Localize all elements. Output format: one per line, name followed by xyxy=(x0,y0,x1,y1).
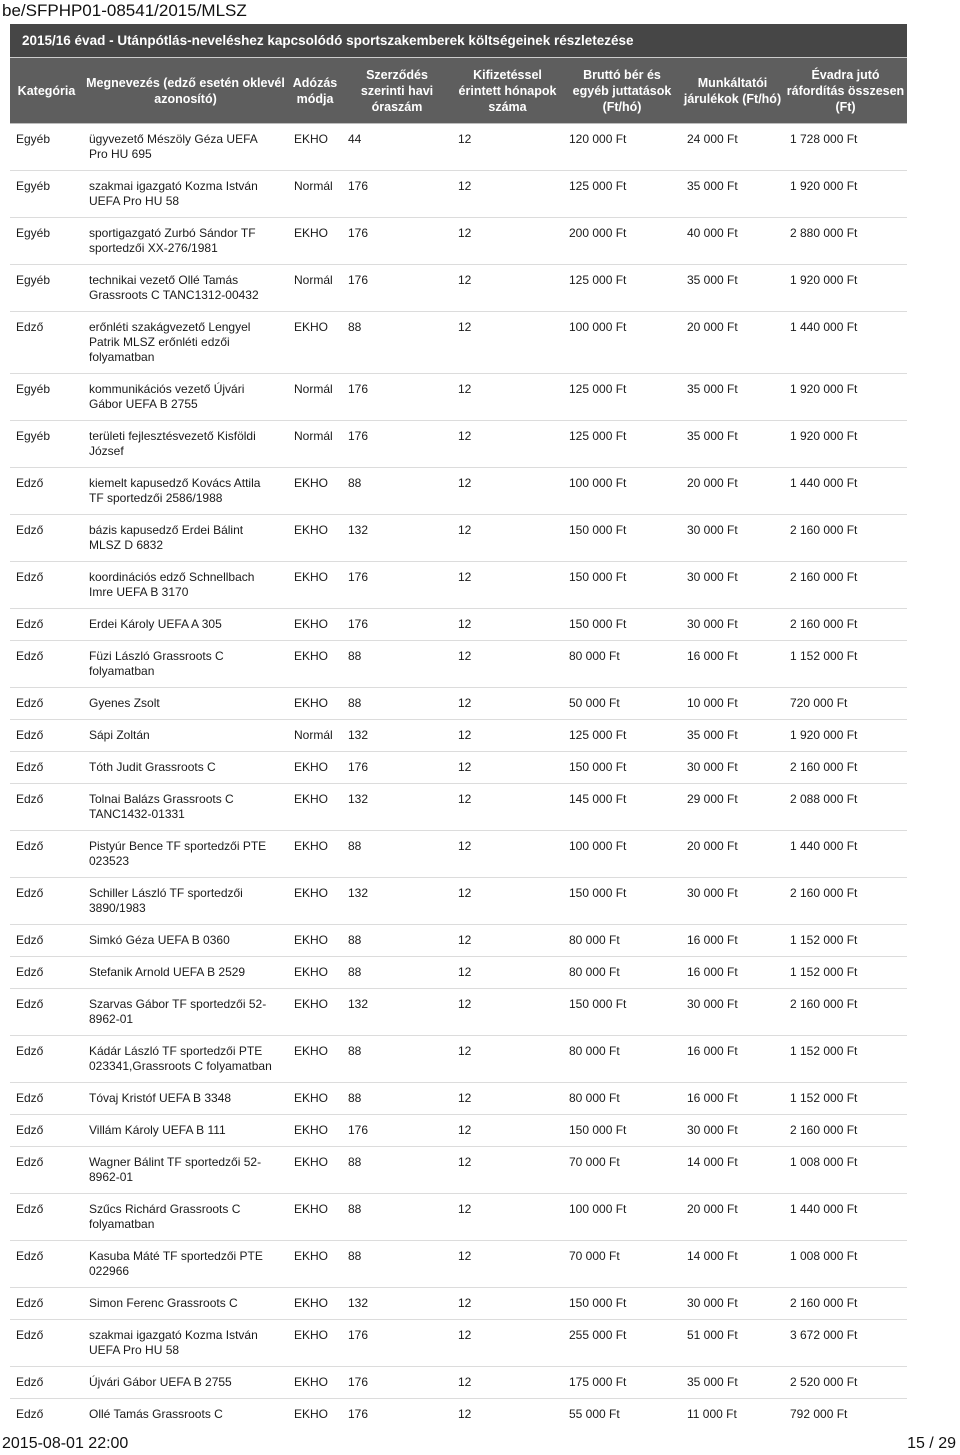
months-cell: 12 xyxy=(452,957,563,989)
category-cell: Egyéb xyxy=(10,124,83,171)
col-header-season-total: Évadra jutó ráfordítás összesen (Ft) xyxy=(784,58,907,124)
tax-mode-cell: EKHO xyxy=(288,1288,342,1320)
months-cell: 12 xyxy=(452,878,563,925)
total-cell: 1 152 000 Ft xyxy=(784,957,907,989)
months-cell: 12 xyxy=(452,171,563,218)
months-cell: 12 xyxy=(452,1036,563,1083)
contrib-cell: 35 000 Ft xyxy=(681,265,784,312)
col-header-monthly-hours: Szerződés szerinti havi óraszám xyxy=(342,58,452,124)
category-cell: Edző xyxy=(10,1036,83,1083)
tax-mode-cell: EKHO xyxy=(288,1115,342,1147)
col-header-months: Kifizetéssel érintett hónapok száma xyxy=(452,58,563,124)
category-cell: Edző xyxy=(10,641,83,688)
name-cell: Füzi László Grassroots C folyamatban xyxy=(83,641,288,688)
table-row xyxy=(10,515,907,562)
table-row xyxy=(10,957,907,989)
total-cell: 1 152 000 Ft xyxy=(784,641,907,688)
table-row xyxy=(10,468,907,515)
contrib-cell: 30 000 Ft xyxy=(681,989,784,1036)
table-row xyxy=(10,1194,907,1241)
category-cell: Edző xyxy=(10,1288,83,1320)
table-row xyxy=(10,752,907,784)
total-cell: 1 728 000 Ft xyxy=(784,124,907,171)
table-row xyxy=(10,1367,907,1399)
tax-mode-cell: EKHO xyxy=(288,515,342,562)
months-cell: 12 xyxy=(452,312,563,374)
table-body xyxy=(10,124,907,1428)
category-cell: Egyéb xyxy=(10,265,83,312)
gross-wage-cell: 125 000 Ft xyxy=(563,421,681,468)
contrib-cell: 16 000 Ft xyxy=(681,925,784,957)
name-cell: Simkó Géza UEFA B 0360 xyxy=(83,925,288,957)
gross-wage-cell: 80 000 Ft xyxy=(563,641,681,688)
table-row xyxy=(10,218,907,265)
tax-mode-cell: EKHO xyxy=(288,1036,342,1083)
category-cell: Egyéb xyxy=(10,171,83,218)
table-row xyxy=(10,925,907,957)
gross-wage-cell: 150 000 Ft xyxy=(563,562,681,609)
tax-mode-cell: Normál xyxy=(288,374,342,421)
col-header-tax-mode: Adózás módja xyxy=(288,58,342,124)
months-cell: 12 xyxy=(452,1399,563,1428)
category-cell: Edző xyxy=(10,989,83,1036)
col-header-category: Kategória xyxy=(10,58,83,124)
gross-wage-cell: 70 000 Ft xyxy=(563,1147,681,1194)
category-cell: Edző xyxy=(10,831,83,878)
name-cell: Ollé Tamás Grassroots C xyxy=(83,1399,288,1428)
months-cell: 12 xyxy=(452,468,563,515)
category-cell: Edző xyxy=(10,957,83,989)
gross-wage-cell: 150 000 Ft xyxy=(563,515,681,562)
total-cell: 3 672 000 Ft xyxy=(784,1320,907,1367)
category-cell: Edző xyxy=(10,312,83,374)
contrib-cell: 16 000 Ft xyxy=(681,957,784,989)
cost-table-panel xyxy=(10,24,907,1427)
contrib-cell: 16 000 Ft xyxy=(681,1083,784,1115)
contrib-cell: 35 000 Ft xyxy=(681,720,784,752)
contrib-cell: 51 000 Ft xyxy=(681,1320,784,1367)
total-cell: 2 160 000 Ft xyxy=(784,562,907,609)
category-cell: Edző xyxy=(10,515,83,562)
col-header-employer-contrib: Munkáltatói járulékok (Ft/hó) xyxy=(681,58,784,124)
hours-cell: 176 xyxy=(342,562,452,609)
total-cell: 720 000 Ft xyxy=(784,688,907,720)
hours-cell: 176 xyxy=(342,1367,452,1399)
hours-cell: 88 xyxy=(342,925,452,957)
table-row xyxy=(10,784,907,831)
contrib-cell: 30 000 Ft xyxy=(681,562,784,609)
contrib-cell: 35 000 Ft xyxy=(681,1367,784,1399)
contrib-cell: 30 000 Ft xyxy=(681,515,784,562)
staff-cost-table xyxy=(10,58,907,1427)
contrib-cell: 30 000 Ft xyxy=(681,1115,784,1147)
tax-mode-cell: EKHO xyxy=(288,562,342,609)
category-cell: Edző xyxy=(10,468,83,515)
gross-wage-cell: 80 000 Ft xyxy=(563,925,681,957)
name-cell: Tóvaj Kristóf UEFA B 3348 xyxy=(83,1083,288,1115)
tax-mode-cell: EKHO xyxy=(288,752,342,784)
hours-cell: 132 xyxy=(342,878,452,925)
gross-wage-cell: 50 000 Ft xyxy=(563,688,681,720)
total-cell: 2 160 000 Ft xyxy=(784,878,907,925)
name-cell: Villám Károly UEFA B 111 xyxy=(83,1115,288,1147)
table-row xyxy=(10,374,907,421)
gross-wage-cell: 150 000 Ft xyxy=(563,1115,681,1147)
total-cell: 2 160 000 Ft xyxy=(784,1288,907,1320)
contrib-cell: 11 000 Ft xyxy=(681,1399,784,1428)
table-row xyxy=(10,1399,907,1428)
tax-mode-cell: EKHO xyxy=(288,957,342,989)
category-cell: Edző xyxy=(10,720,83,752)
hours-cell: 176 xyxy=(342,1399,452,1428)
contrib-cell: 35 000 Ft xyxy=(681,171,784,218)
name-cell: Újvári Gábor UEFA B 2755 xyxy=(83,1367,288,1399)
tax-mode-cell: EKHO xyxy=(288,878,342,925)
gross-wage-cell: 80 000 Ft xyxy=(563,1036,681,1083)
gross-wage-cell: 80 000 Ft xyxy=(563,957,681,989)
total-cell: 1 008 000 Ft xyxy=(784,1241,907,1288)
tax-mode-cell: EKHO xyxy=(288,641,342,688)
total-cell: 1 008 000 Ft xyxy=(784,1147,907,1194)
total-cell: 1 440 000 Ft xyxy=(784,831,907,878)
category-cell: Edző xyxy=(10,1399,83,1428)
hours-cell: 88 xyxy=(342,957,452,989)
category-cell: Egyéb xyxy=(10,374,83,421)
hours-cell: 176 xyxy=(342,374,452,421)
footer-page-number: 15 / 29 xyxy=(907,1435,956,1452)
hours-cell: 176 xyxy=(342,421,452,468)
months-cell: 12 xyxy=(452,1241,563,1288)
name-cell: Erdei Károly UEFA A 305 xyxy=(83,609,288,641)
gross-wage-cell: 100 000 Ft xyxy=(563,312,681,374)
table-row xyxy=(10,1241,907,1288)
gross-wage-cell: 100 000 Ft xyxy=(563,831,681,878)
total-cell: 1 920 000 Ft xyxy=(784,265,907,312)
contrib-cell: 40 000 Ft xyxy=(681,218,784,265)
name-cell: Kádár László TF sportedzői PTE 023341,Grassroots C folyamatban xyxy=(83,1036,288,1083)
months-cell: 12 xyxy=(452,374,563,421)
name-cell: ügyvezető Mészöly Géza UEFA Pro HU 695 xyxy=(83,124,288,171)
contrib-cell: 29 000 Ft xyxy=(681,784,784,831)
total-cell: 2 160 000 Ft xyxy=(784,1115,907,1147)
months-cell: 12 xyxy=(452,1194,563,1241)
tax-mode-cell: EKHO xyxy=(288,1194,342,1241)
total-cell: 2 880 000 Ft xyxy=(784,218,907,265)
contrib-cell: 30 000 Ft xyxy=(681,878,784,925)
tax-mode-cell: EKHO xyxy=(288,831,342,878)
gross-wage-cell: 150 000 Ft xyxy=(563,609,681,641)
contrib-cell: 14 000 Ft xyxy=(681,1147,784,1194)
table-row xyxy=(10,562,907,609)
name-cell: Sápi Zoltán xyxy=(83,720,288,752)
table-header-row xyxy=(10,58,907,124)
gross-wage-cell: 125 000 Ft xyxy=(563,171,681,218)
footer-timestamp: 2015-08-01 22:00 xyxy=(2,1435,129,1452)
months-cell: 12 xyxy=(452,720,563,752)
gross-wage-cell: 125 000 Ft xyxy=(563,265,681,312)
table-row xyxy=(10,265,907,312)
hours-cell: 176 xyxy=(342,218,452,265)
total-cell: 1 152 000 Ft xyxy=(784,1083,907,1115)
total-cell: 1 152 000 Ft xyxy=(784,1036,907,1083)
table-row xyxy=(10,609,907,641)
table-row xyxy=(10,124,907,171)
gross-wage-cell: 125 000 Ft xyxy=(563,720,681,752)
hours-cell: 88 xyxy=(342,688,452,720)
months-cell: 12 xyxy=(452,784,563,831)
total-cell: 2 088 000 Ft xyxy=(784,784,907,831)
contrib-cell: 20 000 Ft xyxy=(681,468,784,515)
months-cell: 12 xyxy=(452,831,563,878)
table-row xyxy=(10,989,907,1036)
hours-cell: 176 xyxy=(342,171,452,218)
table-row xyxy=(10,1288,907,1320)
gross-wage-cell: 150 000 Ft xyxy=(563,752,681,784)
name-cell: szakmai igazgató Kozma István UEFA Pro HU 58 xyxy=(83,171,288,218)
hours-cell: 88 xyxy=(342,641,452,688)
tax-mode-cell: Normál xyxy=(288,421,342,468)
gross-wage-cell: 55 000 Ft xyxy=(563,1399,681,1428)
months-cell: 12 xyxy=(452,641,563,688)
table-banner-title: 2015/16 évad - Utánpótlás-neveléshez kapcsolódó sportszakemberek költségeinek részletezése xyxy=(10,24,907,58)
table-row xyxy=(10,878,907,925)
months-cell: 12 xyxy=(452,1083,563,1115)
total-cell: 1 440 000 Ft xyxy=(784,1194,907,1241)
name-cell: Pistyúr Bence TF sportedzői PTE 023523 xyxy=(83,831,288,878)
tax-mode-cell: EKHO xyxy=(288,468,342,515)
table-row xyxy=(10,1036,907,1083)
category-cell: Egyéb xyxy=(10,421,83,468)
hours-cell: 132 xyxy=(342,1288,452,1320)
name-cell: Kasuba Máté TF sportedzői PTE 022966 xyxy=(83,1241,288,1288)
tax-mode-cell: EKHO xyxy=(288,1320,342,1367)
months-cell: 12 xyxy=(452,1147,563,1194)
name-cell: kommunikációs vezető Újvári Gábor UEFA B 2755 xyxy=(83,374,288,421)
contrib-cell: 10 000 Ft xyxy=(681,688,784,720)
months-cell: 12 xyxy=(452,752,563,784)
total-cell: 1 440 000 Ft xyxy=(784,312,907,374)
category-cell: Edző xyxy=(10,688,83,720)
months-cell: 12 xyxy=(452,1115,563,1147)
category-cell: Edző xyxy=(10,609,83,641)
tax-mode-cell: EKHO xyxy=(288,312,342,374)
hours-cell: 176 xyxy=(342,1115,452,1147)
tax-mode-cell: EKHO xyxy=(288,925,342,957)
contrib-cell: 30 000 Ft xyxy=(681,752,784,784)
tax-mode-cell: EKHO xyxy=(288,688,342,720)
table-row xyxy=(10,312,907,374)
name-cell: technikai vezető Ollé Tamás Grassroots C TANC1312-00432 xyxy=(83,265,288,312)
months-cell: 12 xyxy=(452,989,563,1036)
name-cell: kiemelt kapusedző Kovács Attila TF sportedzői 2586/1988 xyxy=(83,468,288,515)
gross-wage-cell: 100 000 Ft xyxy=(563,1194,681,1241)
table-row xyxy=(10,171,907,218)
months-cell: 12 xyxy=(452,124,563,171)
hours-cell: 176 xyxy=(342,265,452,312)
gross-wage-cell: 200 000 Ft xyxy=(563,218,681,265)
months-cell: 12 xyxy=(452,1288,563,1320)
tax-mode-cell: EKHO xyxy=(288,1241,342,1288)
category-cell: Edző xyxy=(10,562,83,609)
total-cell: 2 160 000 Ft xyxy=(784,989,907,1036)
hours-cell: 176 xyxy=(342,609,452,641)
hours-cell: 88 xyxy=(342,1083,452,1115)
name-cell: bázis kapusedző Erdei Bálint MLSZ D 6832 xyxy=(83,515,288,562)
category-cell: Edző xyxy=(10,752,83,784)
gross-wage-cell: 150 000 Ft xyxy=(563,1288,681,1320)
tax-mode-cell: EKHO xyxy=(288,784,342,831)
contrib-cell: 14 000 Ft xyxy=(681,1241,784,1288)
total-cell: 2 160 000 Ft xyxy=(784,609,907,641)
months-cell: 12 xyxy=(452,925,563,957)
tax-mode-cell: EKHO xyxy=(288,124,342,171)
table-row xyxy=(10,421,907,468)
tax-mode-cell: EKHO xyxy=(288,989,342,1036)
hours-cell: 132 xyxy=(342,720,452,752)
table-row xyxy=(10,1320,907,1367)
gross-wage-cell: 120 000 Ft xyxy=(563,124,681,171)
months-cell: 12 xyxy=(452,218,563,265)
name-cell: Gyenes Zsolt xyxy=(83,688,288,720)
total-cell: 2 160 000 Ft xyxy=(784,752,907,784)
name-cell: erőnléti szakágvezető Lengyel Patrik MLSZ erőnléti edzői folyamatban xyxy=(83,312,288,374)
gross-wage-cell: 70 000 Ft xyxy=(563,1241,681,1288)
total-cell: 1 920 000 Ft xyxy=(784,421,907,468)
total-cell: 1 152 000 Ft xyxy=(784,925,907,957)
months-cell: 12 xyxy=(452,421,563,468)
table-row xyxy=(10,1115,907,1147)
gross-wage-cell: 80 000 Ft xyxy=(563,1083,681,1115)
total-cell: 1 920 000 Ft xyxy=(784,720,907,752)
contrib-cell: 30 000 Ft xyxy=(681,609,784,641)
name-cell: Wagner Bálint TF sportedzői 52-8962-01 xyxy=(83,1147,288,1194)
hours-cell: 176 xyxy=(342,752,452,784)
name-cell: Simon Ferenc Grassroots C xyxy=(83,1288,288,1320)
table-row xyxy=(10,1083,907,1115)
table-row xyxy=(10,831,907,878)
tax-mode-cell: EKHO xyxy=(288,609,342,641)
hours-cell: 88 xyxy=(342,468,452,515)
hours-cell: 88 xyxy=(342,1241,452,1288)
hours-cell: 88 xyxy=(342,1036,452,1083)
tax-mode-cell: EKHO xyxy=(288,1147,342,1194)
tax-mode-cell: Normál xyxy=(288,265,342,312)
gross-wage-cell: 150 000 Ft xyxy=(563,989,681,1036)
name-cell: Szarvas Gábor TF sportedzői 52-8962-01 xyxy=(83,989,288,1036)
months-cell: 12 xyxy=(452,562,563,609)
contrib-cell: 30 000 Ft xyxy=(681,1288,784,1320)
hours-cell: 132 xyxy=(342,515,452,562)
total-cell: 1 920 000 Ft xyxy=(784,374,907,421)
tax-mode-cell: Normál xyxy=(288,171,342,218)
months-cell: 12 xyxy=(452,265,563,312)
months-cell: 12 xyxy=(452,688,563,720)
contrib-cell: 16 000 Ft xyxy=(681,641,784,688)
tax-mode-cell: EKHO xyxy=(288,1367,342,1399)
gross-wage-cell: 175 000 Ft xyxy=(563,1367,681,1399)
contrib-cell: 20 000 Ft xyxy=(681,1194,784,1241)
gross-wage-cell: 145 000 Ft xyxy=(563,784,681,831)
contrib-cell: 24 000 Ft xyxy=(681,124,784,171)
months-cell: 12 xyxy=(452,609,563,641)
hours-cell: 88 xyxy=(342,1194,452,1241)
tax-mode-cell: EKHO xyxy=(288,1399,342,1428)
name-cell: Szűcs Richárd Grassroots C folyamatban xyxy=(83,1194,288,1241)
contrib-cell: 35 000 Ft xyxy=(681,421,784,468)
col-header-gross-wage: Bruttó bér és egyéb juttatások (Ft/hó) xyxy=(563,58,681,124)
col-header-name: Megnevezés (edző esetén oklevél azonosító) xyxy=(83,58,288,124)
total-cell: 2 520 000 Ft xyxy=(784,1367,907,1399)
table-row xyxy=(10,1147,907,1194)
category-cell: Edző xyxy=(10,1241,83,1288)
name-cell: szakmai igazgató Kozma István UEFA Pro HU 58 xyxy=(83,1320,288,1367)
category-cell: Edző xyxy=(10,1083,83,1115)
total-cell: 792 000 Ft xyxy=(784,1399,907,1428)
table-row xyxy=(10,720,907,752)
category-cell: Edző xyxy=(10,1147,83,1194)
contrib-cell: 20 000 Ft xyxy=(681,312,784,374)
category-cell: Edző xyxy=(10,925,83,957)
gross-wage-cell: 100 000 Ft xyxy=(563,468,681,515)
name-cell: Tolnai Balázs Grassroots C TANC1432-01331 xyxy=(83,784,288,831)
contrib-cell: 35 000 Ft xyxy=(681,374,784,421)
category-cell: Edző xyxy=(10,878,83,925)
hours-cell: 88 xyxy=(342,831,452,878)
gross-wage-cell: 255 000 Ft xyxy=(563,1320,681,1367)
months-cell: 12 xyxy=(452,1320,563,1367)
table-row xyxy=(10,641,907,688)
contrib-cell: 16 000 Ft xyxy=(681,1036,784,1083)
name-cell: sportigazgató Zurbó Sándor TF sportedzői XX-276/1981 xyxy=(83,218,288,265)
hours-cell: 88 xyxy=(342,312,452,374)
hours-cell: 176 xyxy=(342,1320,452,1367)
name-cell: Stefanik Arnold UEFA B 2529 xyxy=(83,957,288,989)
category-cell: Edző xyxy=(10,1367,83,1399)
category-cell: Edző xyxy=(10,1194,83,1241)
category-cell: Edző xyxy=(10,1320,83,1367)
contrib-cell: 20 000 Ft xyxy=(681,831,784,878)
gross-wage-cell: 125 000 Ft xyxy=(563,374,681,421)
name-cell: Tóth Judit Grassroots C xyxy=(83,752,288,784)
name-cell: koordinációs edző Schnellbach Imre UEFA B 3170 xyxy=(83,562,288,609)
total-cell: 1 920 000 Ft xyxy=(784,171,907,218)
hours-cell: 88 xyxy=(342,1147,452,1194)
category-cell: Egyéb xyxy=(10,218,83,265)
hours-cell: 132 xyxy=(342,784,452,831)
name-cell: területi fejlesztésvezető Kisföldi József xyxy=(83,421,288,468)
hours-cell: 44 xyxy=(342,124,452,171)
category-cell: Edző xyxy=(10,784,83,831)
total-cell: 2 160 000 Ft xyxy=(784,515,907,562)
months-cell: 12 xyxy=(452,1367,563,1399)
tax-mode-cell: Normál xyxy=(288,720,342,752)
tax-mode-cell: EKHO xyxy=(288,1083,342,1115)
table-row xyxy=(10,688,907,720)
months-cell: 12 xyxy=(452,515,563,562)
gross-wage-cell: 150 000 Ft xyxy=(563,878,681,925)
tax-mode-cell: EKHO xyxy=(288,218,342,265)
category-cell: Edző xyxy=(10,1115,83,1147)
document-id: be/SFPHP01-08541/2015/MLSZ xyxy=(2,1,247,20)
hours-cell: 132 xyxy=(342,989,452,1036)
name-cell: Schiller László TF sportedzői 3890/1983 xyxy=(83,878,288,925)
total-cell: 1 440 000 Ft xyxy=(784,468,907,515)
